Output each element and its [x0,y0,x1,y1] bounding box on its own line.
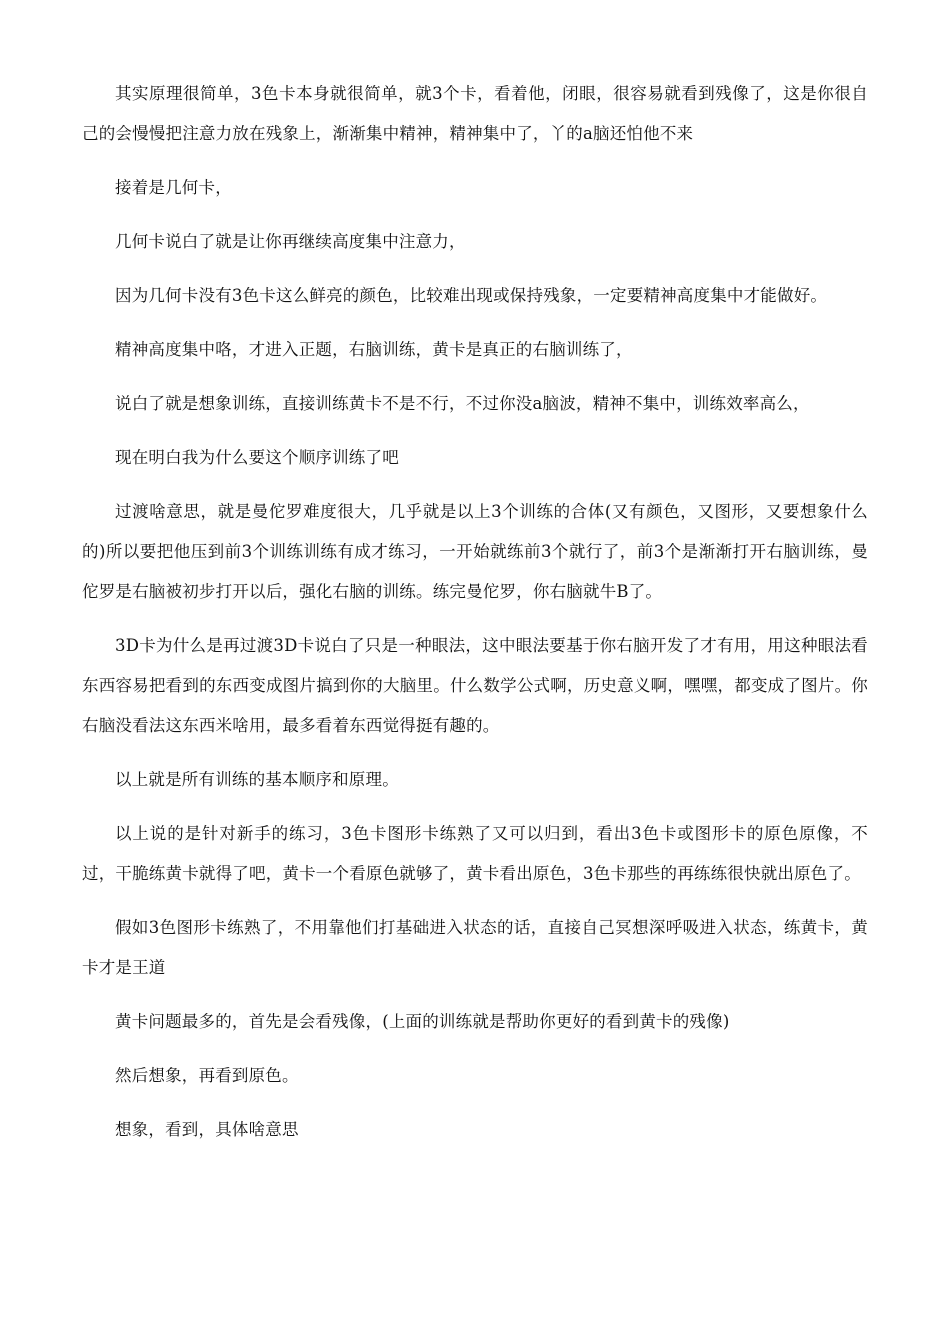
paragraph-14: 然后想象，再看到原色。 [115,1066,299,1085]
paragraph-15: 想象，看到，具体啥意思 [115,1120,299,1139]
paragraph-8: 过渡啥意思，就是曼佗罗难度很大，几乎就是以上3个训练的合体(又有颜色，又图形，又要想象什么的)所以要把他压到前3个训练训练有成才练习，一开始就练前3个就行了，前3个是渐渐打开右脑训练，曼佗罗是右脑被初步打开以后，强化右脑的训练。练完曼佗罗，你右脑就牛B了。 [82,502,868,601]
paragraph-7: 现在明白我为什么要这个顺序训练了吧 [115,448,399,467]
paragraph-9: 3D卡为什么是再过渡3D卡说白了只是一种眼法，这中眼法要基于你右脑开发了才有用，用这种眼法看东西容易把看到的东西变成图片搞到你的大脑里。什么数学公式啊，历史意义啊，嘿嘿，都变成了图片。你右脑没看法这东西米啥用，最多看着东西觉得挺有趣的。 [82,636,868,735]
paragraph-5: 精神高度集中咯，才进入正题，右脑训练，黄卡是真正的右脑训练了， [115,340,633,359]
paragraph-4: 因为几何卡没有3色卡这么鲜亮的颜色，比较难出现或保持残象，一定要精神高度集中才能做好。 [115,286,828,305]
paragraph-3: 几何卡说白了就是让你再继续高度集中注意力， [115,232,466,251]
paragraph-2: 接着是几何卡， [115,178,232,197]
paragraph-13: 黄卡问题最多的，首先是会看残像，(上面的训练就是帮助你更好的看到黄卡的残像) [115,1012,730,1031]
document-body [82,74,868,1164]
paragraph-12: 假如3色图形卡练熟了，不用靠他们打基础进入状态的话，直接自己冥想深呼吸进入状态，练黄卡，黄卡才是王道 [82,918,868,977]
paragraph-1: 其实原理很简单，3色卡本身就很简单，就3个卡，看着他，闭眼，很容易就看到残像了，这是你很自己的会慢慢把注意力放在残象上，渐渐集中精神，精神集中了，丫的a脑还怕他不来 [82,84,868,143]
paragraph-11: 以上说的是针对新手的练习，3色卡图形卡练熟了又可以归到，看出3色卡或图形卡的原色原像，不过，干脆练黄卡就得了吧，黄卡一个看原色就够了，黄卡看出原色，3色卡那些的再练练很快就出原色了。 [82,824,868,883]
paragraph-10: 以上就是所有训练的基本顺序和原理。 [115,770,399,789]
paragraph-6: 说白了就是想象训练，直接训练黄卡不是不行，不过你没a脑波，精神不集中，训练效率高么， [115,394,810,413]
